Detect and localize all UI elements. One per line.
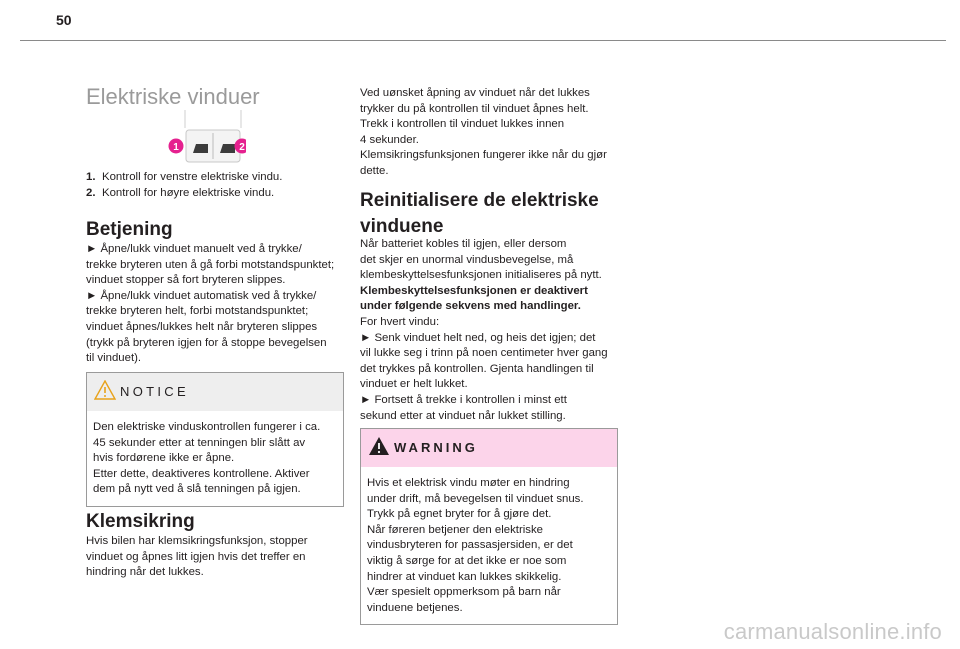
intro-text: Ved uønsket åpning av vinduet når det lukkes trykker du på kontrollen til vinduet åpnes helt. Trekk i kontrollen til vinduet lukkes innen 4 sekunder. Klemsikringsfunksjonen fungerer ikke når du gjør dette. xyxy=(360,87,607,177)
warning-triangle-icon xyxy=(94,380,116,400)
warning-body: Hvis et elektrisk vindu møter en hindring under drift, må bevegelsen til vinduet snus. Trykk på egnet bryter for å gjøre det. Når føreren betjener den elektriske vindusbryteren for passasjersiden, er det viktig å sørge for at det ikke er noe som hindrer at vinduet kan lukkes skikkelig. Vær spesielt oppmerksom på barn når vinduene betjenes. xyxy=(367,477,584,614)
numbered-list xyxy=(86,170,282,201)
header-rule xyxy=(20,40,946,41)
svg-text:1: 1 xyxy=(173,142,179,153)
svg-text:2: 2 xyxy=(239,142,245,153)
warning-header xyxy=(361,429,617,467)
notice-title: NOTICE xyxy=(120,384,189,399)
klemsikring-text: Hvis bilen har klemsikringsfunksjon, stopper vinduet og åpnes litt igjen hvis det treffer en hindring når det lukkes. xyxy=(86,535,308,579)
heading-betjening: Betjening xyxy=(86,219,173,240)
warning-box xyxy=(360,428,618,625)
list-item: 2. Kontroll for høyre elektriske vindu. xyxy=(86,186,275,199)
warning-title: WARNING xyxy=(394,440,478,455)
notice-box xyxy=(86,372,344,507)
warning-triangle-icon xyxy=(368,436,390,456)
watermark: carmanualsonline.info xyxy=(723,619,942,644)
reinit-text: Når batteriet kobles til igjen, eller dersom det skjer en unormal vindusbevegelse, må klembeskyttelsesfunksjonen initialiseres på nytt. Klembeskyttelsesfunksjonen er deaktivert under følgende sekvens med handlinger. For hvert vindu: ► Senk vinduet helt ned, og heis det igjen; det vil lukke seg i trinn på noen centimeter hver gang det trykkes på kontrollen. Gjenta handlingen til vinduet er helt lukket. ► Fortsett å trekke i kontrollen i minst ett sekund etter at vinduet når lukket stilling. xyxy=(360,238,608,422)
section-title: Elektriske vinduer xyxy=(86,84,260,109)
notice-header xyxy=(87,373,343,411)
page-number: 50 xyxy=(56,12,72,28)
heading-reinit: Reinitialisere de elektriske vinduene xyxy=(360,190,599,237)
heading-klemsikring: Klemsikring xyxy=(86,511,195,532)
window-controls-illustration xyxy=(86,108,246,163)
betjening-text: ► Åpne/lukk vinduet manuelt ved å trykke/ trekke bryteren uten å gå forbi motstandspunktet; vinduet stopper så fort bryteren slippes. ► Åpne/lukk vinduet automatisk ved å trykke/ trekke bryteren helt, forbi motstandspunktet; vinduet åpnes/lukkes helt når bryteren slippes (trykk på bryteren igjen for å stoppe bevegelsen til vinduet). xyxy=(86,243,335,365)
list-item: 1. Kontroll for venstre elektriske vindu. xyxy=(86,171,283,183)
notice-body: Den elektriske vinduskontrollen fungerer i ca. 45 sekunder etter at tenningen blir slått av hvis fordørene ikke er åpne. Etter dette, deaktiveres kontrollene. Aktiver dem på nytt ved å slå tenningen på igjen. xyxy=(93,421,321,496)
